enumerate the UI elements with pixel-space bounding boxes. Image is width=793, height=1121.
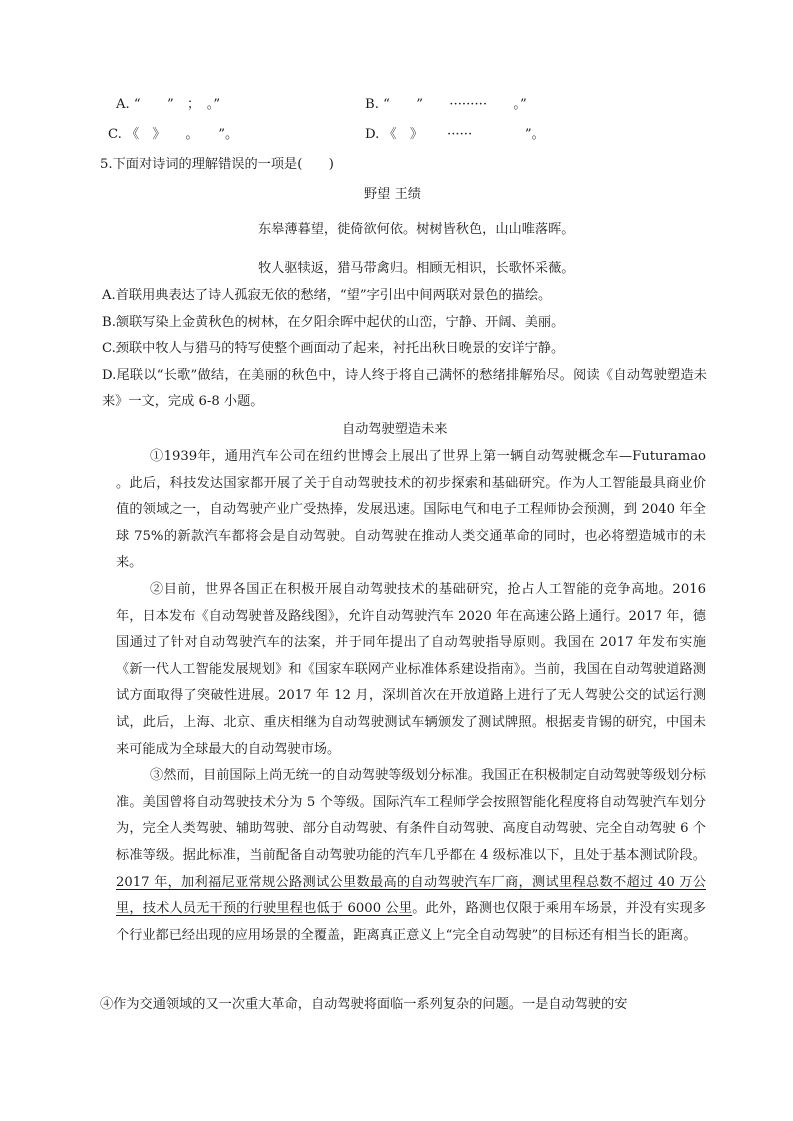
poem-line-2: 牧人驱犊返，猎马带禽归。相顾无相识，长歌怀采薇。 — [258, 261, 575, 276]
paragraph-3-underlined-sentence: 2017 年，加利福尼亚常规公路测试公里数最高的自动驾驶汽车厂商，测试里程总数不超过 40 万公里，技术人员无干预的行驶里程也低于 6000 公里 — [116, 874, 706, 917]
paragraph-1: ①1939年，通用汽车公司在纽约世博会上展出了世界上第一辆自动驾驶概念车—Futuramao 。此后，科技发达国家都开展了关于自动驾驶技术的初步探索和基础研究。作为人工智能最具商业价值的领域之一，自动驾驶产业广受热捧，发展迅速。国际电气和电子工程师协会预测，到 2040 年全球 75%的新款汽车都将会是自动驾驶。自动驾驶在推动人类交通革命的同时，也必将塑造城市的未来。 — [116, 449, 706, 571]
poem-line-1: 东皋薄暮望，徙倚欲何依。树树皆秋色，山山唯落晖。 — [258, 222, 575, 237]
choice-b: B.颔联写染上金黄秋色的树林，在夕阳余晖中起伏的山峦，宁静、开阔、美丽。 — [102, 314, 565, 330]
paragraph-2: ②目前，世界各国正在积极开展自动驾驶技术的基础研究，抢占人工智能的竞争高地。2016 年，日本发布《自动驾驶普及路线图》，允许自动驾驶汽车 2020 年在高速公路上通行。2017 年，德国通过了针对自动驾驶汽车的法案，并于同年提出了自动驾驶指导原则。我国在 2017 年发布实施《新一代人工智能发展规划》和《国家车联网产业标准体系建设指南》。当前，我国在自动驾驶道路测试方面取得了突破性进展。2017 年 12 月，深圳首次在开放道路上进行了无人驾驶公交的试运行测试，此后，上海、北京、重庆相继为自动驾驶测试车辆颁发了测试牌照。根据麦肯锡的研究，中国未来可能成为全球最大的自动驾驶市场。 — [116, 581, 706, 757]
choice-c: C.颈联中牧人与猎马的特写使整个画面动了起来，衬托出秋日晚景的安详宁静。 — [102, 341, 565, 357]
option-d: D. 《 》 ······ ”。 — [365, 127, 545, 142]
paragraph-3-end: 。此外，路测也仅限于乘用车场景，并没有实现多个行业都已经出现的应用场景的全覆盖，距离真正意义上“完全自动驾驶”的目标还有相当长的距离。 — [116, 901, 706, 943]
article-title: 自动驾驶塑造未来 — [342, 422, 448, 437]
paragraph-4: ④作为交通领域的又一次重大革命，自动驾驶将面临一系列复杂的问题。一是自动驾驶的安 — [100, 997, 628, 1012]
article-body — [116, 444, 706, 949]
option-c: C. 《 》 。 ”。 — [108, 127, 239, 142]
choice-a: A.首联用典表达了诗人孤寂无依的愁绪，“望”字引出中间两联对景色的描绘。 — [102, 288, 552, 303]
question-5-choices — [102, 283, 707, 416]
paragraph-3-start: ③然而，目前国际上尚无统一的自动驾驶等级划分标准。我国正在积极制定自动驾驶等级划分标准。美国曾将自动驾驶技术分为 5 个等级。国际汽车工程师学会按照智能化程度将自动驾驶汽车划分为，完全人类驾驶、辅助驾驶、部分自动驾驶、有条件自动驾驶、高度自动驾驶、完全自动驾驶 6 个标准等级。据此标准，当前配备自动驾驶功能的汽车几乎都在 4 级标准以下，且处于基本测试阶段。 — [116, 768, 706, 863]
choice-d: D.尾联以“长歌”做结，在美丽的秋色中，诗人终于将自己满怀的愁绪排解殆尽。阅读《自动驾驶塑造未来》一文，完成 6-8 小题。 — [102, 367, 707, 410]
option-b: B. “ ” ········· 。” — [365, 97, 527, 112]
option-a: A. “ ” ； 。” — [116, 97, 221, 112]
paragraph-3 — [116, 763, 706, 949]
question-5-stem: 5.下面对诗词的理解错误的一项是( ) — [100, 157, 334, 172]
poem-title: 野望 王绩 — [364, 187, 421, 202]
